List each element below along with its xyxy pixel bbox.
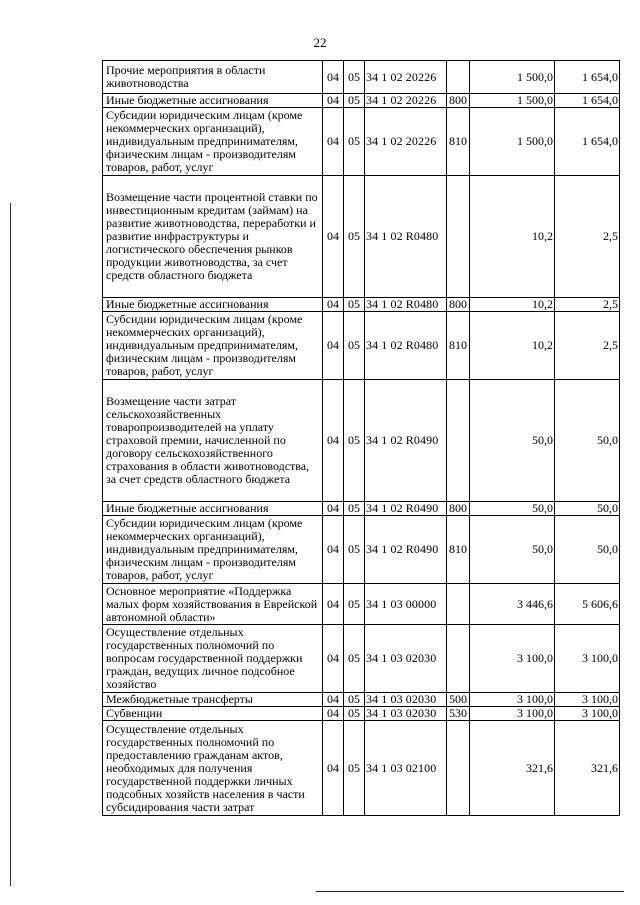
expense-type-cell: 500 bbox=[447, 693, 470, 707]
row-name-cell: Возмещение части процентной ставки по инвестиционным кредитам (займам) на развитие животноводства, переработки и развитие инфраструктуры и логистического обеспечения рынков продукции животноводства, за счет средств областного бюджета bbox=[103, 176, 323, 298]
row-name-cell: Иные бюджетные ассигнования bbox=[103, 502, 323, 516]
subsection-code-cell: 05 bbox=[344, 625, 365, 693]
table-row bbox=[103, 312, 620, 380]
amount-year1-cell: 1 500,0 bbox=[470, 94, 555, 108]
program-code-cell: 34 1 02 R0480 bbox=[365, 312, 447, 380]
table-row bbox=[103, 61, 620, 94]
amount-year2-cell: 1 654,0 bbox=[555, 94, 620, 108]
amount-year2-cell: 3 100,0 bbox=[555, 707, 620, 721]
section-code-cell: 04 bbox=[323, 693, 344, 707]
expense-type-cell: 800 bbox=[447, 298, 470, 312]
row-name-cell: Субвенции bbox=[103, 707, 323, 721]
amount-year2-cell: 2,5 bbox=[555, 298, 620, 312]
program-code-cell: 34 1 03 02030 bbox=[365, 707, 447, 721]
amount-year1-cell: 3 100,0 bbox=[470, 707, 555, 721]
section-code-cell: 04 bbox=[323, 707, 344, 721]
subsection-code-cell: 05 bbox=[344, 94, 365, 108]
row-name-cell: Иные бюджетные ассигнования bbox=[103, 298, 323, 312]
table-row bbox=[103, 94, 620, 108]
section-code-cell: 04 bbox=[323, 61, 344, 94]
row-name-cell: Субсидии юридическим лицам (кроме некоммерческих организаций), индивидуальным предпринимателям, физическим лицам - производителям товаров, работ, услуг bbox=[103, 108, 323, 176]
amount-year1-cell: 50,0 bbox=[470, 516, 555, 584]
program-code-cell: 34 1 02 R0490 bbox=[365, 502, 447, 516]
amount-year2-cell: 1 654,0 bbox=[555, 61, 620, 94]
table-row bbox=[103, 625, 620, 693]
subsection-code-cell: 05 bbox=[344, 693, 365, 707]
table-row bbox=[103, 502, 620, 516]
section-code-cell: 04 bbox=[323, 516, 344, 584]
amount-year1-cell: 10,2 bbox=[470, 312, 555, 380]
program-code-cell: 34 1 02 R0480 bbox=[365, 298, 447, 312]
table-row bbox=[103, 108, 620, 176]
page-number: 22 bbox=[313, 35, 327, 50]
table-row bbox=[103, 380, 620, 502]
row-name-cell: Осуществление отдельных государственных полномочий по предоставлению гражданам актов, необходимых для получения государственной поддержки личных подсобных хозяйств населения в части субсидирования части затрат bbox=[103, 721, 323, 816]
amount-year1-cell: 50,0 bbox=[470, 380, 555, 502]
amount-year2-cell: 3 100,0 bbox=[555, 625, 620, 693]
amount-year1-cell: 50,0 bbox=[470, 502, 555, 516]
expense-type-cell bbox=[447, 584, 470, 625]
section-code-cell: 04 bbox=[323, 380, 344, 502]
section-code-cell: 04 bbox=[323, 502, 344, 516]
row-name-cell: Осуществление отдельных государственных полномочий по вопросам государственной поддержки граждан, ведущих личное подсобное хозяйство bbox=[103, 625, 323, 693]
subsection-code-cell: 05 bbox=[344, 502, 365, 516]
subsection-code-cell: 05 bbox=[344, 707, 365, 721]
subsection-code-cell: 05 bbox=[344, 380, 365, 502]
subsection-code-cell: 05 bbox=[344, 584, 365, 625]
program-code-cell: 34 1 02 R0490 bbox=[365, 516, 447, 584]
amount-year2-cell: 2,5 bbox=[555, 176, 620, 298]
amount-year2-cell: 5 606,6 bbox=[555, 584, 620, 625]
expense-type-cell bbox=[447, 61, 470, 94]
amount-year1-cell: 1 500,0 bbox=[470, 108, 555, 176]
program-code-cell: 34 1 03 02030 bbox=[365, 693, 447, 707]
program-code-cell: 34 1 02 20226 bbox=[365, 94, 447, 108]
expense-type-cell bbox=[447, 721, 470, 816]
margin-rule bbox=[10, 203, 11, 886]
amount-year1-cell: 3 446,6 bbox=[470, 584, 555, 625]
expense-type-cell: 530 bbox=[447, 707, 470, 721]
program-code-cell: 34 1 02 20226 bbox=[365, 108, 447, 176]
program-code-cell: 34 1 02 R0490 bbox=[365, 380, 447, 502]
table-row bbox=[103, 693, 620, 707]
amount-year1-cell: 321,6 bbox=[470, 721, 555, 816]
table-row bbox=[103, 584, 620, 625]
subsection-code-cell: 05 bbox=[344, 298, 365, 312]
amount-year2-cell: 50,0 bbox=[555, 380, 620, 502]
row-name-cell: Иные бюджетные ассигнования bbox=[103, 94, 323, 108]
table-row bbox=[103, 176, 620, 298]
expense-type-cell: 800 bbox=[447, 94, 470, 108]
row-name-cell: Прочие мероприятия в области животноводства bbox=[103, 61, 323, 94]
row-name-cell: Субсидии юридическим лицам (кроме некоммерческих организаций), индивидуальным предпринимателям, физическим лицам - производителям товаров, работ, услуг bbox=[103, 312, 323, 380]
program-code-cell: 34 1 03 00000 bbox=[365, 584, 447, 625]
subsection-code-cell: 05 bbox=[344, 108, 365, 176]
program-code-cell: 34 1 03 02100 bbox=[365, 721, 447, 816]
amount-year2-cell: 1 654,0 bbox=[555, 108, 620, 176]
subsection-code-cell: 05 bbox=[344, 176, 365, 298]
amount-year1-cell: 10,2 bbox=[470, 298, 555, 312]
amount-year2-cell: 50,0 bbox=[555, 502, 620, 516]
amount-year2-cell: 50,0 bbox=[555, 516, 620, 584]
section-code-cell: 04 bbox=[323, 721, 344, 816]
amount-year2-cell: 2,5 bbox=[555, 312, 620, 380]
row-name-cell: Межбюджетные трансферты bbox=[103, 693, 323, 707]
amount-year1-cell: 1 500,0 bbox=[470, 61, 555, 94]
row-name-cell: Субсидии юридическим лицам (кроме некоммерческих организаций), индивидуальным предпринимателям, физическим лицам - производителям товаров, работ, услуг bbox=[103, 516, 323, 584]
budget-table bbox=[102, 60, 620, 816]
bottom-rule bbox=[316, 891, 624, 892]
row-name-cell: Возмещение части затрат сельскохозяйственных товаропроизводителей на уплату страховой премии, начисленной по договору сельскохозяйственного страхования в области животноводства, за счет средств областного бюджета bbox=[103, 380, 323, 502]
expense-type-cell bbox=[447, 625, 470, 693]
subsection-code-cell: 05 bbox=[344, 721, 365, 816]
amount-year1-cell: 10,2 bbox=[470, 176, 555, 298]
section-code-cell: 04 bbox=[323, 176, 344, 298]
expense-type-cell: 810 bbox=[447, 108, 470, 176]
section-code-cell: 04 bbox=[323, 94, 344, 108]
table-row bbox=[103, 707, 620, 721]
section-code-cell: 04 bbox=[323, 298, 344, 312]
subsection-code-cell: 05 bbox=[344, 61, 365, 94]
program-code-cell: 34 1 02 R0480 bbox=[365, 176, 447, 298]
amount-year2-cell: 321,6 bbox=[555, 721, 620, 816]
amount-year1-cell: 3 100,0 bbox=[470, 693, 555, 707]
table-row bbox=[103, 721, 620, 816]
program-code-cell: 34 1 03 02030 bbox=[365, 625, 447, 693]
expense-type-cell: 800 bbox=[447, 502, 470, 516]
table-row bbox=[103, 516, 620, 584]
subsection-code-cell: 05 bbox=[344, 312, 365, 380]
amount-year1-cell: 3 100,0 bbox=[470, 625, 555, 693]
section-code-cell: 04 bbox=[323, 312, 344, 380]
section-code-cell: 04 bbox=[323, 108, 344, 176]
subsection-code-cell: 05 bbox=[344, 516, 365, 584]
section-code-cell: 04 bbox=[323, 625, 344, 693]
table-row bbox=[103, 298, 620, 312]
amount-year2-cell: 3 100,0 bbox=[555, 693, 620, 707]
expense-type-cell bbox=[447, 380, 470, 502]
expense-type-cell: 810 bbox=[447, 516, 470, 584]
section-code-cell: 04 bbox=[323, 584, 344, 625]
expense-type-cell: 810 bbox=[447, 312, 470, 380]
expense-type-cell bbox=[447, 176, 470, 298]
program-code-cell: 34 1 02 20226 bbox=[365, 61, 447, 94]
row-name-cell: Основное мероприятие «Поддержка малых форм хозяйствования в Еврейской автономной области» bbox=[103, 584, 323, 625]
